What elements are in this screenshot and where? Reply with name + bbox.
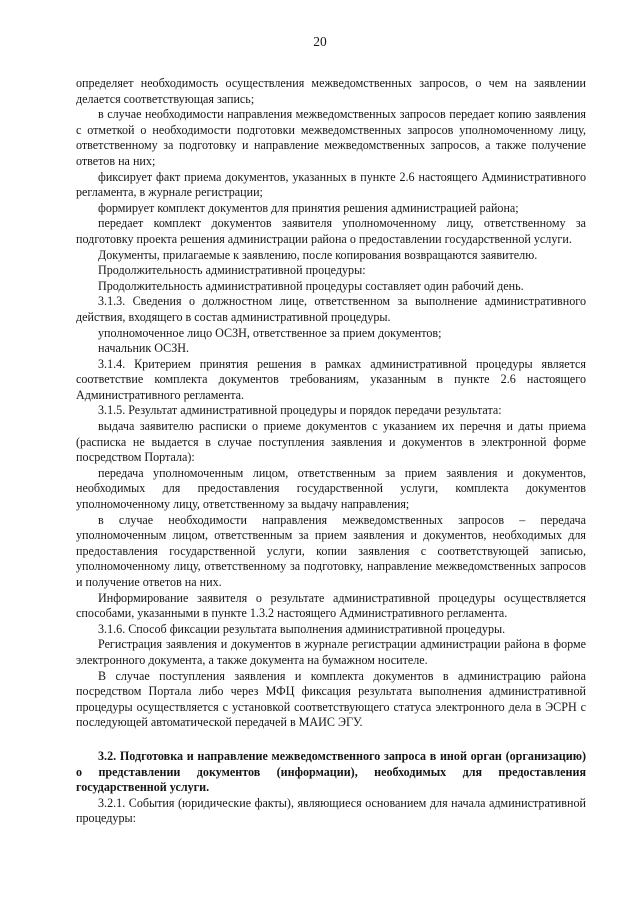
paragraph: в случае необходимости направления межведомственных запросов передает копию заявления с отметкой о необходимости подготовки межведомственных запросов уполномоченному лицу, ответственному за подготовку и направление межведомственных запросов, а также получение ответов на них; <box>76 107 586 168</box>
paragraph: Продолжительность административной процедуры составляет один рабочий день. <box>98 278 524 293</box>
paragraph: 3.1.6. Способ фиксации результата выполнения административной процедуры. <box>98 621 506 636</box>
paragraph: Продолжительность административной процедуры: <box>98 263 366 278</box>
paragraph: 3.1.3. Сведения о должностном лице, ответственном за выполнение административного действия, входящего в состав административной процедуры. <box>76 294 586 324</box>
paragraph: выдача заявителю расписки о приеме документов с указанием их перечня и даты приема (расписка не выдается в случае поступления заявления и документов в электронной форме посредством Портала): <box>76 419 586 465</box>
paragraph: В случае поступления заявления и комплекта документов в администрацию района посредством Портала либо через МФЦ фиксация результата выполнения административной процедуры осуществляется с установкой соответствующего статуса электронного дела в ЭСРН с последующей автоматической передачей в МАИС ЭГУ. <box>76 668 586 730</box>
paragraph: определяет необходимость осуществления межведомственных запросов, о чем на заявлении делается соответствующая запись; <box>76 76 586 106</box>
paragraph: формирует комплект документов для принятия решения администрацией района; <box>98 200 519 215</box>
section-heading: 3.2. Подготовка и направление межведомственного запроса в иной орган (организацию) о представлении документов (информации), необходимых для предоставления государственной услуги. <box>76 748 586 795</box>
paragraph: уполномоченное лицо ОСЗН, ответственное за прием документов; <box>98 325 442 340</box>
paragraph: фиксирует факт приема документов, указанных в пункте 2.6 настоящего Административного регламента, в журнале регистрации; <box>76 169 586 200</box>
paragraph: передача уполномоченным лицом, ответственным за прием заявления и документов, необходимых для предоставления государственной услуги, комплекта документов уполномоченному лицу, ответственному за выдачу направления; <box>76 465 586 512</box>
paragraph: начальник ОСЗН. <box>98 341 190 356</box>
page-number: 20 <box>313 34 327 49</box>
paragraph: 3.2.1. События (юридические факты), являющиеся основанием для начала административной процедуры: <box>76 795 586 826</box>
paragraph: 3.1.5. Результат административной процедуры и порядок передачи результата: <box>98 403 502 418</box>
paragraph: передает комплект документов заявителя уполномоченному лицу, ответственному за подготовку проекта решения администрации района о предоставлении государственной услуги. <box>76 216 586 246</box>
paragraph: Документы, прилагаемые к заявлению, после копирования возвращаются заявителю. <box>98 247 538 262</box>
paragraph: 3.1.4. Критерием принятия решения в рамках административной процедуры является соответствие комплекта документов требованиям, указанным в пункте 2.6 настоящего Административного регламента. <box>76 356 586 402</box>
paragraph: Регистрация заявления и документов в журнале регистрации администрации района в форме электронного документа, а также документа на бумажном носителе. <box>76 637 586 667</box>
paragraph: Информирование заявителя о результате административной процедуры осуществляется способами, указанными в пункте 1.3.2 настоящего Административного регламента. <box>76 590 586 621</box>
paragraph: в случае необходимости направления межведомственных запросов – передача уполномоченным лицом, ответственным за прием заявления и документов, необходимых для предоставления государственной услуги, копии заявления с соответствующей записью, уполномоченному лицу, ответственному за подготовку, направление межведомственных запросов и получение ответов на них. <box>76 512 586 589</box>
document-body <box>76 76 586 827</box>
